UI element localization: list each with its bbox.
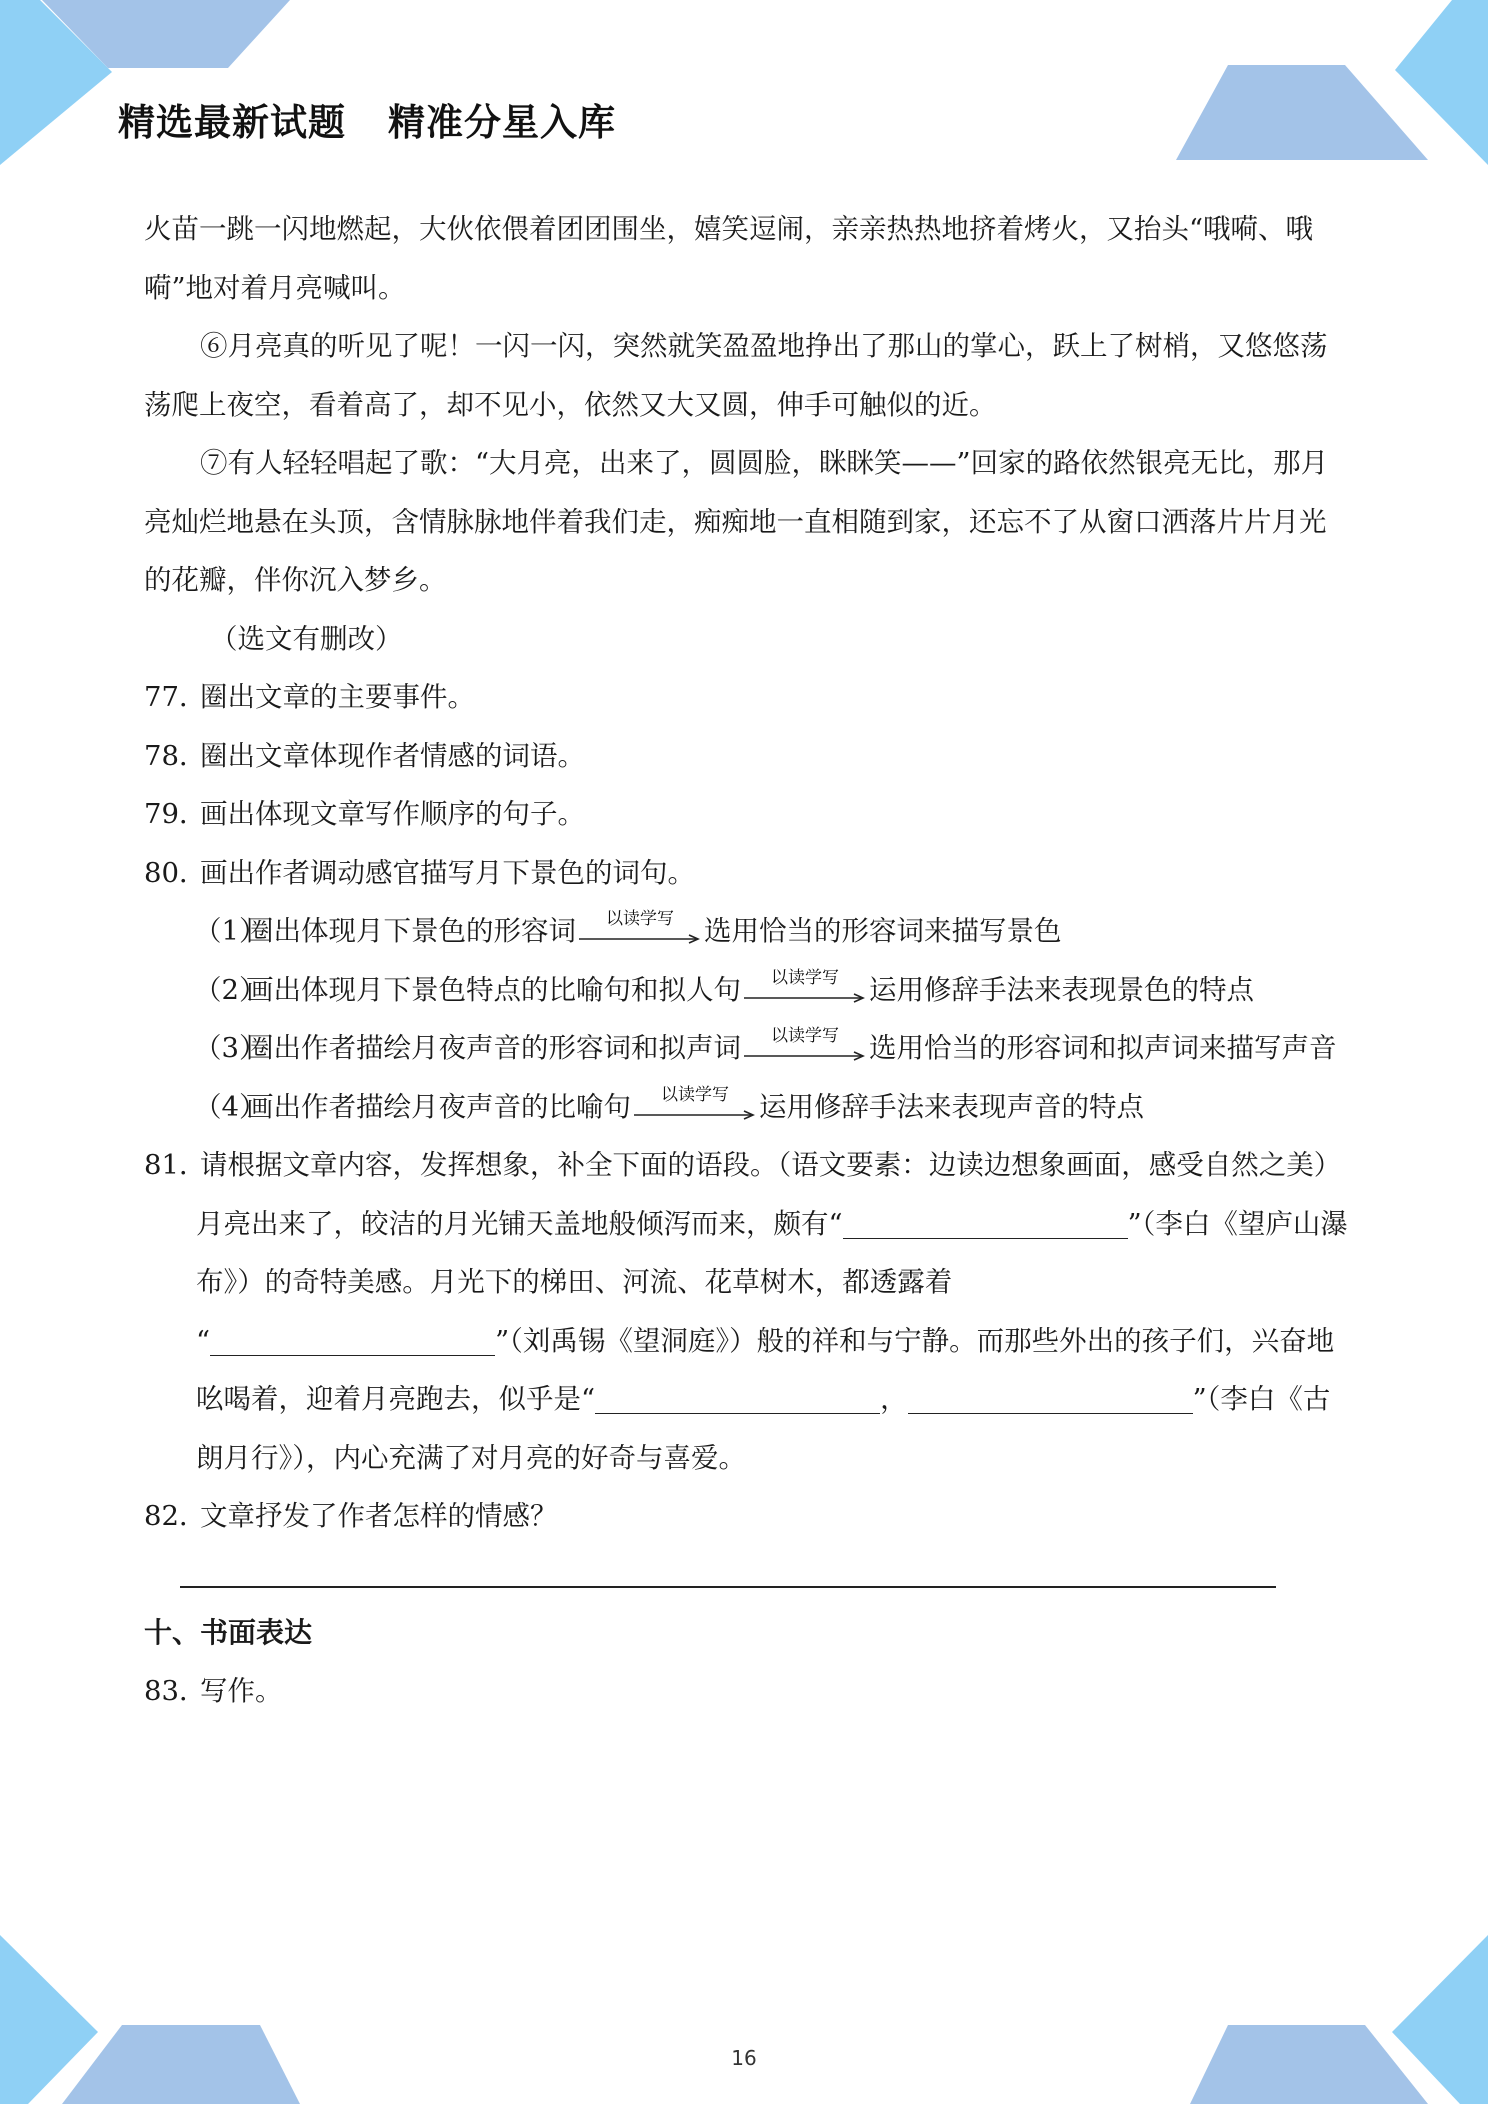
item-text-after: 运用修辞手法来表现声音的特点 (759, 1090, 1144, 1123)
header-title (118, 92, 616, 146)
question-77 (144, 668, 1349, 727)
q81-text-1: 月亮出来了，皎洁的月光铺天盖地般倾泻而来，颇有“ (196, 1207, 843, 1240)
arrow-icon (744, 1051, 866, 1061)
passage-paragraph-7: ⑦有人轻轻唱起了歌：“大月亮，出来了，圆圆脸，眯眯笑——”回家的路依然银亮无比，那月亮灿烂地悬在头顶，含情脉脉地伴着我们走，痴痴地一直相随到家，还忘不了从窗口洒落片片月光的花瓣，伴你沉入梦乡。 (144, 447, 1329, 596)
question-78 (144, 727, 1349, 786)
arrow-icon (634, 1110, 756, 1120)
question-80 (144, 844, 1349, 903)
item-text (246, 1078, 1349, 1137)
question-81 (144, 1136, 1349, 1195)
item-text-after: 运用修辞手法来表现景色的特点 (869, 973, 1254, 1006)
fill-blank-4[interactable] (908, 1383, 1193, 1414)
header-title-right: 精准分星入库 (388, 101, 616, 144)
arrow-label: 以读学写 (771, 967, 839, 988)
document-body (144, 200, 1349, 1721)
question-number: 79． (144, 798, 207, 830)
q81-passage (144, 1195, 1349, 1488)
question-number: 83． (144, 1675, 207, 1707)
item-text-before: 画出作者描绘月夜声音的比喻句 (246, 1090, 631, 1123)
read-to-write-arrow (744, 1026, 866, 1061)
read-to-write-arrow (579, 909, 701, 944)
passage-paragraph-6: ⑥月亮真的听见了呢！一闪一闪，突然就笑盈盈地挣出了那山的掌心，跃上了树梢，又悠悠荡荡爬上夜空，看着高了，却不见小，依然又大又圆，伸手可触似的近。 (144, 330, 1328, 421)
passage-paragraph-continued: 火苗一跳一闪地燃起，大伙依偎着团团围坐，嬉笑逗闹，亲亲热热地挤着烤火，又抬头“哦嗬、哦嗬”地对着月亮喊叫。 (144, 213, 1314, 304)
item-text (246, 961, 1349, 1020)
item-text-after: 选用恰当的形容词和拟声词来描写声音 (869, 1032, 1337, 1064)
question-83 (144, 1662, 1349, 1721)
question-text: 文章抒发了作者怎样的情感？ (200, 1500, 558, 1532)
question-text: 圈出文章体现作者情感的词语。 (200, 739, 585, 772)
q80-item-4 (144, 1078, 1349, 1137)
question-number: 77． (144, 681, 207, 713)
item-text-after: 选用恰当的形容词来描写景色 (704, 915, 1062, 947)
question-text: 请根据文章内容，发挥想象，补全下面的语段。（语文要素：边读边想象画面，感受自然之美） (200, 1149, 1342, 1181)
arrow-label: 以读学写 (661, 1084, 729, 1105)
item-number: （4） (194, 1090, 267, 1123)
fill-blank-2[interactable] (210, 1325, 495, 1356)
q80-item-2 (144, 961, 1349, 1020)
question-text: 画出体现文章写作顺序的句子。 (200, 798, 585, 830)
q81-text-3: “ (196, 1324, 211, 1357)
item-number: （2） (194, 973, 267, 1006)
item-number: （3） (194, 1032, 267, 1064)
section-heading: 十、书面表达 (144, 1615, 313, 1649)
question-82 (144, 1487, 1349, 1546)
read-to-write-arrow (634, 1084, 756, 1120)
item-text-before: 画出体现月下景色特点的比喻句和拟人句 (246, 973, 741, 1006)
arrow-label: 以读学写 (606, 909, 674, 929)
q80-item-3 (144, 1019, 1349, 1078)
item-number: （1） (194, 915, 267, 947)
item-text (246, 902, 1349, 961)
q81-text-5: ， (880, 1383, 908, 1415)
deco-top-right-trapezoid (1176, 65, 1428, 160)
item-text (246, 1019, 1349, 1078)
q80-item-1 (144, 902, 1349, 961)
q81-text-6: ”（李白《古朗月行》），内心充满了对月亮的好奇与喜爱。 (196, 1383, 1331, 1474)
page-number: 16 (731, 2046, 757, 2070)
question-number: 81． (144, 1149, 207, 1181)
arrow-label: 以读学写 (771, 1026, 839, 1046)
item-text-before: 圈出作者描绘月夜声音的形容词和拟声词 (246, 1032, 741, 1064)
question-number: 78． (144, 739, 207, 772)
read-to-write-arrow (744, 967, 866, 1003)
item-text-before: 圈出体现月下景色的形容词 (246, 915, 576, 947)
passage-note: （选文有删改） (210, 622, 403, 655)
header-title-left: 精选最新试题 (118, 101, 346, 144)
fill-blank-1[interactable] (843, 1208, 1128, 1239)
q81-text-4: ”（刘禹锡《望洞庭》）般的祥和与宁静。而那些外出的孩子们，兴奋地吆喝着，迎着月亮跑去，似乎是“ (196, 1324, 1335, 1415)
question-number: 80． (144, 856, 207, 889)
question-text: 圈出文章的主要事件。 (200, 681, 475, 713)
arrow-icon (579, 934, 701, 944)
q81-text-2: ”（李白《望庐山瀑布》）的奇特美感。月光下的梯田、河流、花草树木，都透露着 (196, 1207, 1348, 1298)
answer-line[interactable] (180, 1586, 1276, 1588)
arrow-icon (744, 993, 866, 1003)
fill-blank-3[interactable] (595, 1383, 880, 1414)
question-79 (144, 785, 1349, 844)
question-number: 82． (144, 1500, 207, 1532)
question-text: 画出作者调动感官描写月下景色的词句。 (200, 856, 695, 889)
question-text: 写作。 (200, 1675, 283, 1707)
